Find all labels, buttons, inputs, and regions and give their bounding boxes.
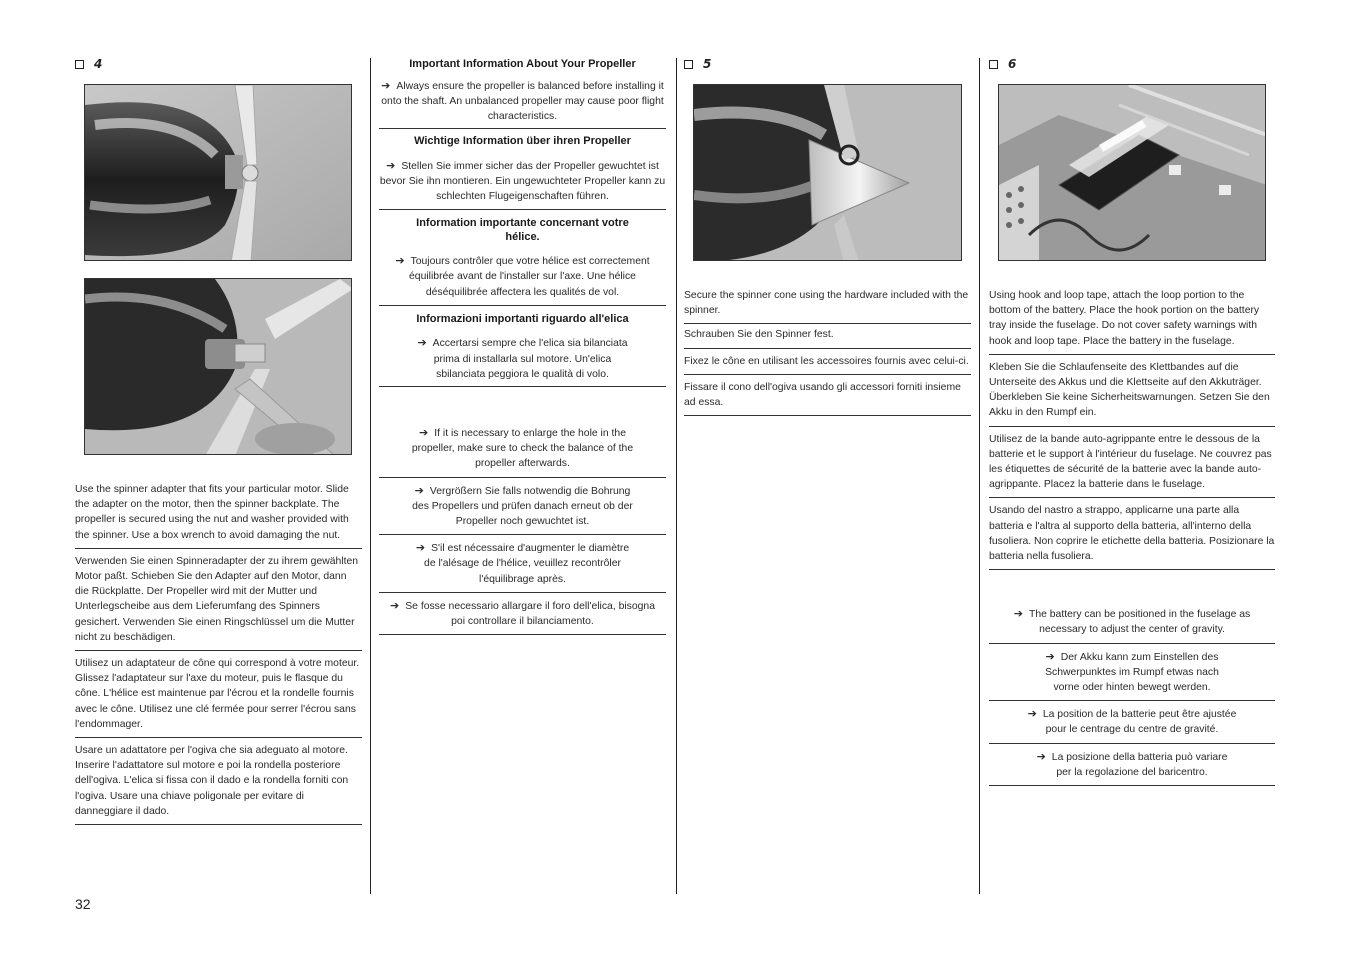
arrow-icon: ➔ — [381, 78, 391, 92]
arrow-icon: ➔ — [390, 598, 400, 612]
tip-de-block — [379, 478, 666, 536]
step-6-tip-de: Der Akku kann zum Einstellen des Schwerpunktes im Rumpf etwas nach vorne oder hinten bewegt werden. — [1045, 651, 1219, 694]
step-6-text — [989, 288, 1275, 786]
step-6-tip-fr-block — [989, 701, 1275, 743]
info-de-text: ➔ Stellen Sie immer sicher das der Propeller gewuchtet ist bevor Sie ihn montieren. Ein ungewuchteter Propeller kann zu schlechten Flugeigenschaften führen. — [379, 158, 666, 203]
page-number: 32 — [75, 896, 91, 912]
step-5-photo-spinner — [693, 84, 962, 261]
info-it-block — [379, 306, 666, 387]
step-4-text — [75, 482, 362, 825]
info-en-text: ➔ Always ensure the propeller is balanced before installing it onto the shaft. An unbalanced propeller may cause poor flight characteristics. — [381, 78, 664, 122]
step-6-header — [989, 56, 1275, 72]
battery-photo-graphic — [999, 85, 1266, 261]
step-4-text-de: Verwenden Sie einen Spinneradapter der zu ihrem gewählten Motor paßt. Schieben Sie den Adapter auf den Motor, dann die Rückplatte. Der Propeller wird mit der Mutter und Unterlegscheibe aus dem Lieferumfang des Spinners gesichert. Verwenden Sie einen Ringschlüssel um die Mutter nicht zu beschädigen. — [75, 549, 362, 651]
step-5-number: 5 — [703, 57, 712, 71]
tip-en-text: If it is necessary to enlarge the hole in the propeller, make sure to check the balance of the propeller afterwards. — [411, 427, 634, 470]
arrow-icon: ➔ — [414, 483, 424, 497]
arrow-icon: ➔ — [417, 336, 427, 350]
step-5-column — [684, 56, 971, 72]
column-divider-2 — [676, 58, 677, 894]
step-4-checkbox[interactable] — [75, 60, 84, 69]
step-4-text-en: Use the spinner adapter that fits your particular motor. Slide the adapter on the motor, then the spinner backplate. The propeller is secured using the nut and washer provided with the spinner. Use a box wrench to avoid damaging the nut. — [75, 482, 362, 549]
tip-fr-block — [379, 535, 666, 593]
step-6-photo-battery — [998, 84, 1266, 261]
column-divider-1 — [370, 58, 371, 894]
info-en-title: Important Information About Your Propeller — [409, 58, 636, 70]
step-6-tip-de-block — [989, 644, 1275, 702]
step-4-number: 4 — [94, 57, 103, 71]
step-5-header — [684, 56, 971, 72]
step-5-text — [684, 288, 971, 416]
arrow-icon: ➔ — [415, 541, 426, 555]
propeller-photo-graphic — [85, 85, 352, 261]
step-6-column — [989, 56, 1275, 72]
step-6-number: 6 — [1008, 57, 1017, 71]
arrow-icon: ➔ — [1045, 649, 1055, 663]
step-6-tip-it-block — [989, 744, 1275, 786]
info-de-title: Wichtige Information über ihren Propeller — [414, 135, 631, 148]
column-divider-3 — [979, 58, 980, 894]
step-4-text-fr: Utilisez un adaptateur de cône qui correspond à votre moteur. Glissez l'adaptateur sur l'axe du moteur, puis le flasque du cône. L'hélice est maintenue par l'écrou et la rondelle fournis avec le cône. Utilisez une clé fermée pour serrer l'écrou sans l'endommager. — [75, 651, 362, 738]
step-6-text-fr: Utilisez de la bande auto-agrippante entre le dessous de la batterie et le support à l'intérieur du fuselage. Ne couvrez pas les étiquettes de sécurité de la batterie avec la bande auto-agrippante. Placez la batterie dans le fuselage. — [989, 427, 1275, 499]
step-4-text-it: Usare un adattatore per l'ogiva che sia adeguato al motore. Inserire l'adattatore sul motore e poi la rondella posteriore dell'ogiva. L'elica si fissa con il dado e la rondella forniti con l'ogiva. Usare una chiave poligonale per evitare di danneggiare il dado. — [75, 738, 362, 825]
step-4-column — [75, 56, 362, 72]
tip-it-block — [379, 593, 666, 635]
step-6-tip-it: La posizione della batteria può variare per la regolazione del baricentro. — [1051, 751, 1228, 778]
step-4-photo-wrench — [84, 278, 352, 455]
step-5-text-it: Fissare il cono dell'ogiva usando gli accessori forniti insieme ad essa. — [684, 375, 971, 416]
tip-fr-text: S'il est nécessaire d'augmenter le diamètre de l'alésage de l'hélice, veuillez recontrôler l'équilibrage après. — [424, 543, 630, 585]
info-fr-text: ➔ Toujours contrôler que votre hélice est correctement équilibrée avant de l'installer sur l'axe. Une hélice déséquilibrée affectera les qualités de vol. — [395, 254, 650, 298]
step-4-header — [75, 56, 362, 72]
tip-en-block — [379, 425, 666, 478]
wrench-photo-graphic — [85, 279, 352, 455]
tip-de-text: Vergrößern Sie falls notwendig die Bohrung des Propellers und prüfen danach erneut ob der Propeller noch gewuchtet ist. — [412, 485, 633, 527]
step-5-text-de: Schrauben Sie den Spinner fest. — [684, 324, 971, 348]
arrow-icon: ➔ — [1013, 607, 1023, 621]
arrow-icon: ➔ — [386, 158, 396, 172]
info-en-block — [379, 58, 666, 129]
tip-it-text: Se fosse necessario allargare il foro dell'elica, bisogna poi controllare il bilanciamento. — [405, 600, 655, 627]
step-6-tip-en-block — [989, 606, 1275, 643]
step-5-text-fr: Fixez le cône en utilisant les accessoires fournis avec celui-ci. — [684, 349, 971, 375]
arrow-icon: ➔ — [1027, 707, 1037, 721]
spinner-photo-graphic — [694, 85, 962, 261]
info-it-title: Informazioni importanti riguardo all'elica — [416, 312, 629, 325]
step-4-photo-propeller — [84, 84, 352, 261]
arrow-icon: ➔ — [395, 254, 405, 268]
arrow-icon: ➔ — [1036, 749, 1046, 763]
arrow-icon: ➔ — [419, 425, 429, 439]
info-fr-title: Information importante concernant votre hélice. — [416, 217, 629, 243]
step-5-checkbox[interactable] — [684, 60, 693, 69]
step-6-text-de: Kleben Sie die Schlaufenseite des Klettbandes auf die Unterseite des Akkus und die Klettseite auf den Akkuträger. Überkleben Sie keine Sicherheitswarnungen. Setzen Sie den Akku in den Rumpf ein. — [989, 355, 1275, 427]
propeller-info-column — [379, 58, 666, 635]
info-it-text: ➔ Accertarsi sempre che l'elica sia bilanciata prima di installarla sul motore. Un'elica sbilanciata peggiora le qualità di volo. — [417, 336, 628, 380]
step-6-text-it: Usando del nastro a strappo, applicarne una parte alla batteria e l'altra al supporto della batteria, all'interno della fusoliera. Non coprire le etichette della batteria. Posizionare la batteria nella fusoliera. — [989, 498, 1275, 570]
info-fr-block — [379, 210, 666, 306]
step-6-tip-fr: La position de la batterie peut être ajustée pour le centrage du centre de gravité. — [1042, 709, 1237, 736]
info-de-block — [379, 129, 666, 210]
step-6-checkbox[interactable] — [989, 60, 998, 69]
step-6-tip-en: The battery can be positioned in the fuselage as necessary to adjust the center of gravity. — [1028, 609, 1251, 636]
step-5-text-en: Secure the spinner cone using the hardware included with the spinner. — [684, 288, 971, 324]
step-6-text-en: Using hook and loop tape, attach the loop portion to the bottom of the battery. Place the hook portion on the battery tray inside the fuselage. Do not cover safety warnings with hook and loop tape. Place the battery in the fuselage. — [989, 288, 1275, 355]
